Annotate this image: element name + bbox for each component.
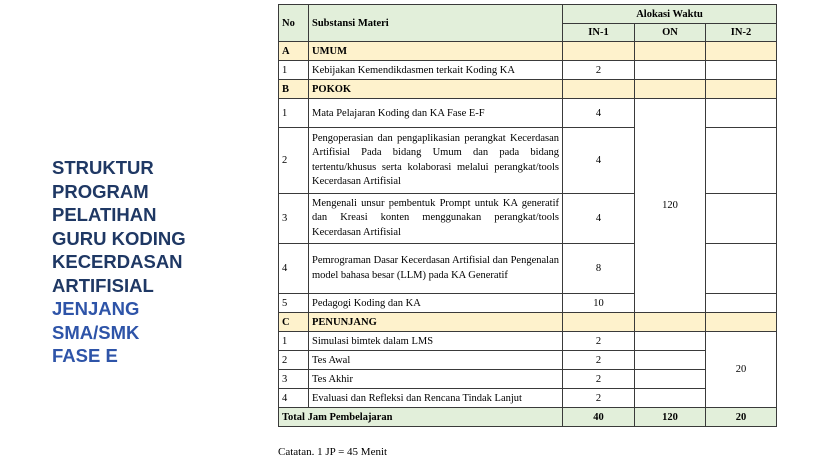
title-line: KECERDASAN <box>52 251 183 272</box>
row-in1: 2 <box>563 61 635 80</box>
section-label: PENUNJANG <box>309 313 563 332</box>
total-label: Total Jam Pembelajaran <box>279 408 563 427</box>
row-in1: 4 <box>563 128 635 194</box>
row-text: Evaluasi dan Refleksi dan Rencana Tindak Lanjut <box>309 389 563 408</box>
header-row <box>279 5 777 24</box>
row-in1: 2 <box>563 370 635 389</box>
title-line: PELATIHAN <box>52 204 157 225</box>
row-text: Pengoperasian dan pengaplikasian perangkat Kecerdasan Artifisial Pada bidang Umum dan pada bidang tertentu/khusus serta kolaborasi melalui perangkat/tools Kecerdasan Artifisial <box>309 128 563 194</box>
in2-merged-c: 20 <box>706 332 777 408</box>
row-no: 1 <box>279 61 309 80</box>
section-row-c <box>279 313 777 332</box>
table-row <box>279 389 777 408</box>
title-line: PROGRAM <box>52 180 149 202</box>
row-no: 1 <box>279 332 309 351</box>
slide-title <box>52 156 252 368</box>
row-text: Tes Awal <box>309 351 563 370</box>
row-in1: 4 <box>563 99 635 128</box>
table-row <box>279 351 777 370</box>
total-row <box>279 408 777 427</box>
row-in1: 2 <box>563 332 635 351</box>
row-text: Mengenali unsur pembentuk Prompt untuk KA generatif dan Kreasi konten menggunakan perangkat/tools Kecerdasan Artifisial <box>309 194 563 244</box>
section-label: UMUM <box>309 42 563 61</box>
subtitle-line: SMA/SMK <box>52 321 140 343</box>
row-no: 1 <box>279 99 309 128</box>
section-row-a <box>279 42 777 61</box>
header-in1: IN-1 <box>563 24 635 42</box>
header-on: ON <box>635 24 706 42</box>
header-no: No <box>279 5 309 42</box>
row-text: Kebijakan Kemendikdasmen terkait Koding KA <box>309 61 563 80</box>
table-row <box>279 99 777 128</box>
title-line: ARTIFISIAL <box>52 274 154 296</box>
row-no: 3 <box>279 370 309 389</box>
row-no: 5 <box>279 294 309 313</box>
total-in2: 20 <box>706 408 777 427</box>
title-line: GURU KODING <box>52 227 186 249</box>
section-code: A <box>279 42 309 61</box>
row-no: 4 <box>279 244 309 294</box>
total-on: 120 <box>635 408 706 427</box>
table-note: Catatan. 1 JP = 45 Menit <box>278 446 388 458</box>
table-row <box>279 332 777 351</box>
row-text: Simulasi bimtek dalam LMS <box>309 332 563 351</box>
section-label: POKOK <box>309 80 563 99</box>
subtitle-line: FASE E <box>52 345 118 366</box>
header-materi: Substansi Materi <box>309 5 563 42</box>
row-text: Pemrograman Dasar Kecerdasan Artifisial dan Pengenalan model bahasa besar (LLM) pada KA Generatif <box>309 244 563 294</box>
row-in1: 2 <box>563 351 635 370</box>
row-no: 2 <box>279 351 309 370</box>
section-code: B <box>279 80 309 99</box>
row-in1: 4 <box>563 194 635 244</box>
row-in1: 10 <box>563 294 635 313</box>
total-in1: 40 <box>563 408 635 427</box>
row-in1: 2 <box>563 389 635 408</box>
row-no: 2 <box>279 128 309 194</box>
header-in2: IN-2 <box>706 24 777 42</box>
header-alokasi: Alokasi Waktu <box>563 5 777 24</box>
section-code: C <box>279 313 309 332</box>
row-no: 4 <box>279 389 309 408</box>
section-row-b <box>279 80 777 99</box>
row-text: Mata Pelajaran Koding dan KA Fase E-F <box>309 99 563 128</box>
on-merged-b: 120 <box>635 99 706 313</box>
table-row <box>279 61 777 80</box>
subtitle-line: JENJANG <box>52 298 140 319</box>
title-line: STRUKTUR <box>52 157 154 178</box>
row-in1: 8 <box>563 244 635 294</box>
row-text: Pedagogi Koding dan KA <box>309 294 563 313</box>
row-text: Tes Akhir <box>309 370 563 389</box>
row-no: 3 <box>279 194 309 244</box>
table-row <box>279 370 777 389</box>
materi-table <box>278 4 777 427</box>
